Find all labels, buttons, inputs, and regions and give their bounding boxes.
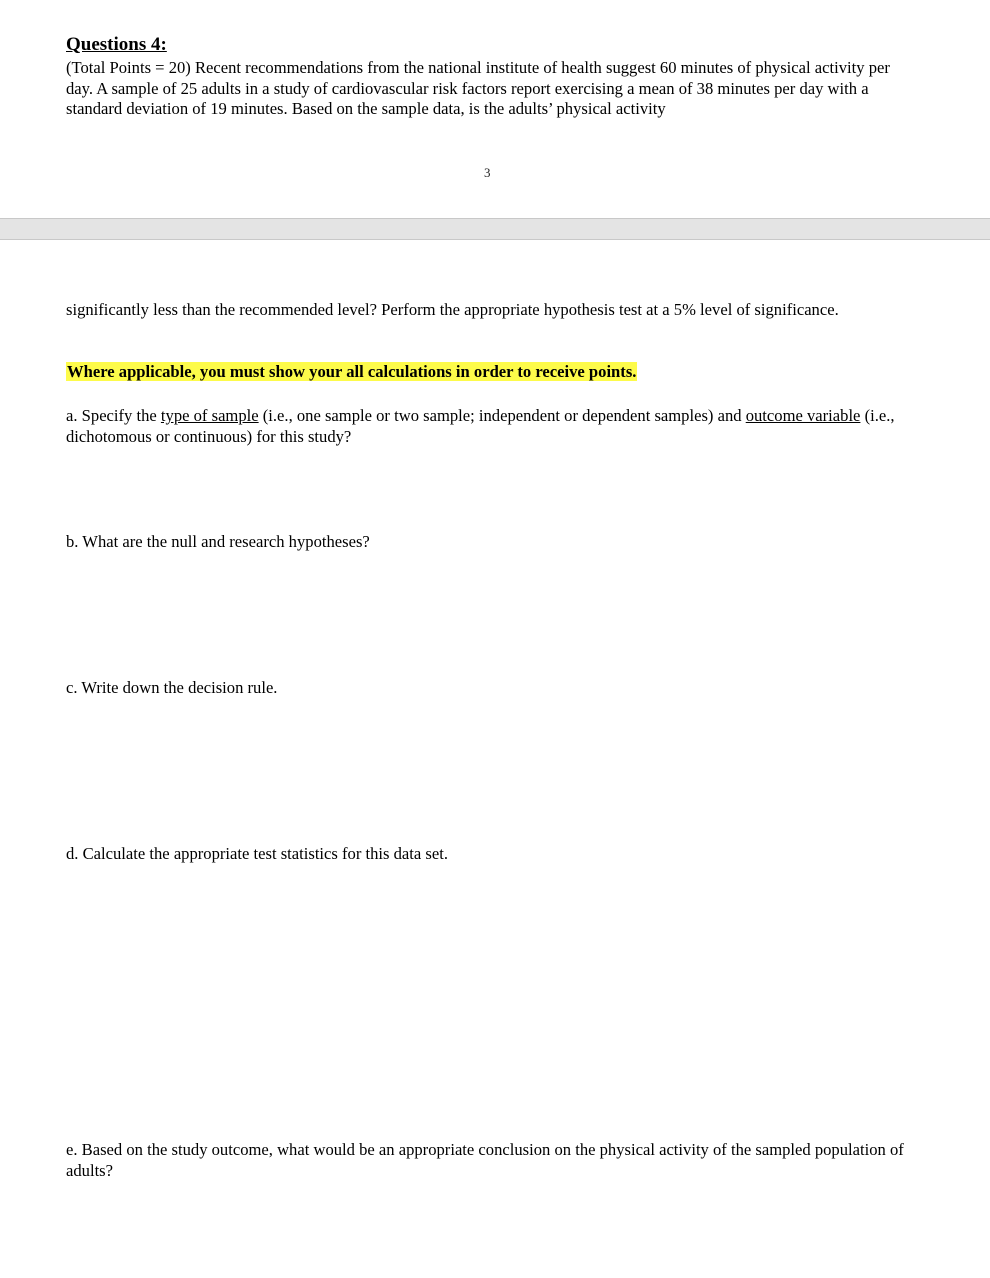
question-intro: (Total Points = 20) Recent recommendations from the national institute of health suggest 60 minutes of physical activity per day. A sample of 25 adults in a study of cardiovascular risk factors report exercising a mean of 38 minutes per day with a standard deviation of 19 minutes. Based on the sample data, is the adults’ physical activity (66, 58, 890, 118)
question-continued: significantly less than the recommended level? Perform the appropriate hypothesis test at a 5% level of significance. (66, 300, 839, 319)
part-a-question (66, 406, 916, 447)
part-a-term-type-of-sample: type of sample (160, 406, 259, 425)
question-title: Questions 4: (66, 34, 167, 55)
instruction-line (66, 362, 916, 383)
part-b-question: b. What are the null and research hypotheses? (66, 532, 370, 551)
part-a-prefix: a. Specify the (66, 406, 161, 425)
part-a-suffix: (i.e., dichotomous or continuous) for this study? (66, 406, 895, 446)
page-number: 3 (484, 165, 491, 180)
part-d-question: d. Calculate the appropriate test statistics for this data set. (66, 844, 449, 863)
part-a-term-outcome-variable: outcome variable (745, 406, 861, 425)
document-page-bottom (0, 240, 990, 1278)
part-c-question: c. Write down the decision rule. (66, 678, 278, 697)
highlighted-instruction: Where applicable, you must show your all calculations in order to receive points. (67, 362, 637, 381)
page-break-divider (0, 218, 990, 240)
part-e-question: e. Based on the study outcome, what would be an appropriate conclusion on the physical activity of the sampled population of adults? (66, 1140, 904, 1180)
part-a-middle: (i.e., one sample or two sample; independent or dependent samples) and (258, 406, 746, 425)
document-page-top (0, 0, 990, 218)
